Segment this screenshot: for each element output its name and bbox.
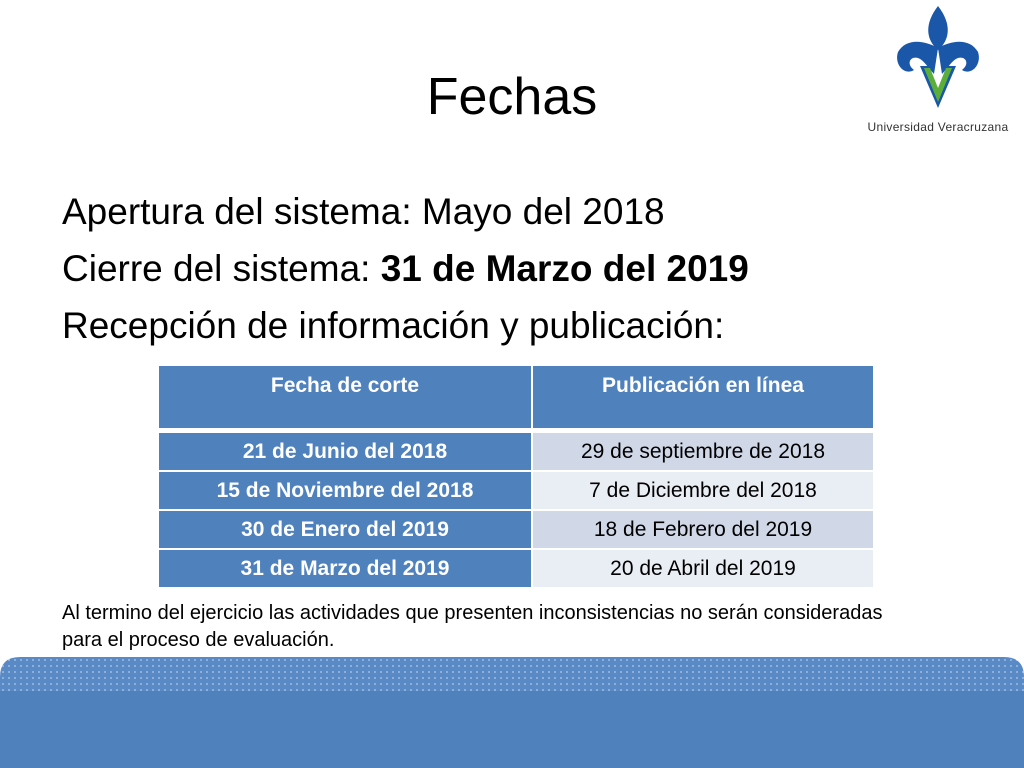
closing-label: Cierre del sistema: bbox=[62, 248, 381, 289]
table-row bbox=[158, 549, 874, 588]
cutoff-date-cell: 30 de Enero del 2019 bbox=[158, 510, 532, 549]
opening-line: Apertura del sistema: Mayo del 2018 bbox=[62, 191, 665, 232]
closing-line bbox=[62, 240, 749, 297]
table-row bbox=[158, 471, 874, 510]
cutoff-date-cell: 21 de Junio del 2018 bbox=[158, 431, 532, 472]
university-logo-icon bbox=[894, 4, 982, 114]
university-logo bbox=[858, 4, 1018, 136]
table-row bbox=[158, 510, 874, 549]
dates-table bbox=[157, 364, 875, 589]
header-cutoff-date: Fecha de corte bbox=[158, 365, 532, 431]
evaluation-note: Al termino del ejercicio las actividades que presenten inconsistencias no serán consideradas para el proceso de evaluación. bbox=[62, 602, 883, 651]
footer-band bbox=[0, 657, 1024, 768]
cutoff-date-cell: 31 de Marzo del 2019 bbox=[158, 549, 532, 588]
cutoff-date-cell: 15 de Noviembre del 2018 bbox=[158, 471, 532, 510]
slide-body bbox=[62, 183, 749, 354]
table-row bbox=[158, 431, 874, 472]
publication-date-cell: 7 de Diciembre del 2018 bbox=[532, 471, 874, 510]
university-name: Universidad Veracruzana bbox=[867, 120, 1009, 134]
table-header-row bbox=[158, 365, 874, 431]
reception-line: Recepción de información y publicación: bbox=[62, 305, 725, 346]
closing-date: 31 de Marzo del 2019 bbox=[380, 248, 749, 289]
publication-date-cell: 20 de Abril del 2019 bbox=[532, 549, 874, 588]
header-publication-date: Publicación en línea bbox=[532, 365, 874, 431]
slide-title: Fechas bbox=[426, 68, 598, 126]
publication-date-cell: 29 de septiembre de 2018 bbox=[532, 431, 874, 472]
publication-date-cell: 18 de Febrero del 2019 bbox=[532, 510, 874, 549]
